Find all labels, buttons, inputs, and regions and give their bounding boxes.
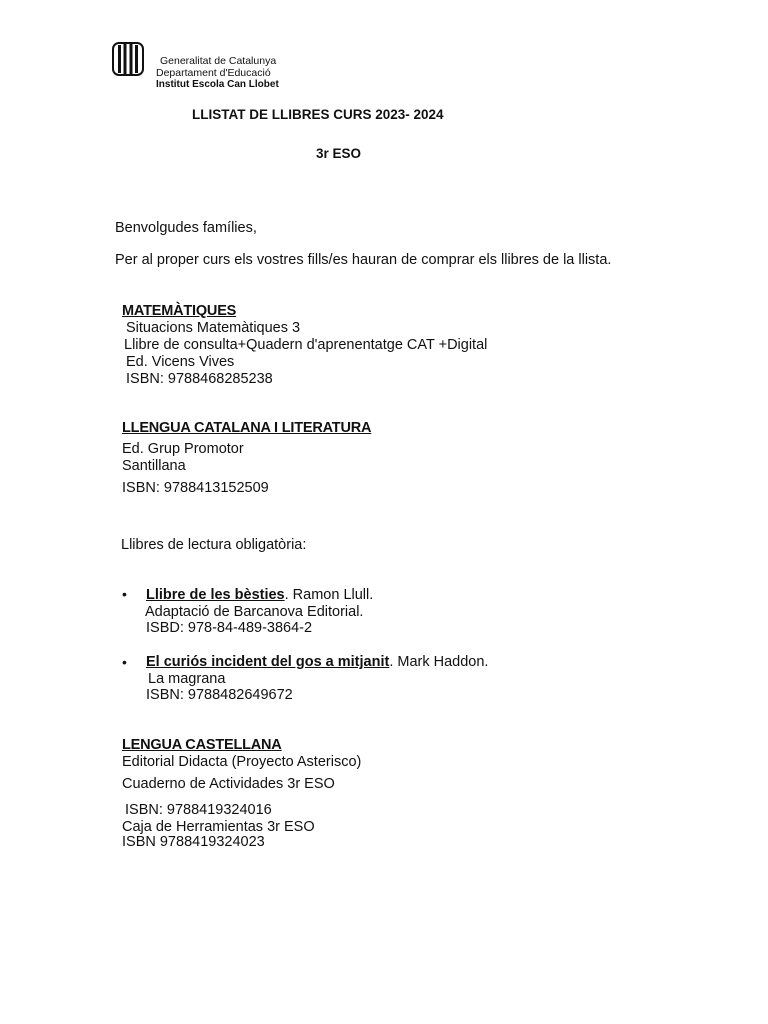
reading-label: Llibres de lectura obligatòria: [121, 537, 307, 553]
book-detail-line: Llibre de consulta+Quadern d'aprenentatge CAT +Digital [124, 337, 488, 353]
publisher-line: Ed. Grup Promotor [122, 441, 244, 457]
section-castellano [122, 737, 361, 851]
isbn-line: ISBN: 9788413152509 [122, 480, 269, 496]
reading-book-publisher: Adaptació de Barcanova Editorial. [145, 603, 364, 620]
generalitat-logo-icon [112, 42, 144, 76]
section-heading: LENGUA CASTELLANA [122, 737, 282, 753]
book-title-line: Situacions Matemàtiques 3 [126, 320, 301, 336]
isbn-line: ISBN: 9788468285238 [126, 371, 273, 387]
bullet-icon: • [122, 654, 127, 670]
isbn-line: ISBN: 9788419324016 [125, 802, 272, 818]
reading-book-author: . Ramon Llull. [284, 587, 374, 603]
org-header [156, 56, 279, 91]
list-item [146, 587, 373, 637]
intro-text: Per al proper curs els vostres fills/es hauran de comprar els llibres de la llista. [115, 252, 612, 268]
section-heading: MATEMÀTIQUES [122, 303, 237, 319]
section-heading: LLENGUA CATALANA I LITERATURA [122, 420, 372, 436]
org-line-departament: Departament d'Educació [156, 66, 271, 79]
course-label: 3r ESO [316, 146, 362, 161]
reading-book-title: Llibre de les bèsties [146, 587, 285, 603]
book-title-line: Cuaderno de Actividades 3r ESO [122, 776, 335, 792]
publisher-line: Ed. Vicens Vives [126, 354, 235, 370]
reading-book-isbn: ISBN: 9788482649672 [146, 687, 293, 703]
reading-book-publisher: La magrana [148, 670, 226, 687]
reading-book-author: . Mark Haddon. [389, 654, 489, 670]
org-line-generalitat: Generalitat de Catalunya [160, 55, 277, 67]
document-title: LLISTAT DE LLIBRES CURS 2023- 2024 [192, 107, 444, 122]
bullet-icon: • [122, 586, 127, 602]
reading-book-isbn: ISBD: 978-84-489-3864-2 [146, 620, 313, 636]
greeting: Benvolgudes famílies, [115, 220, 257, 236]
section-catala [122, 420, 371, 497]
school-name: Institut Escola Can Llobet [156, 79, 279, 90]
reading-book-title: El curiós incident del gos a mitjanit [146, 654, 390, 670]
book-title-line: Caja de Herramientas 3r ESO [122, 819, 315, 835]
publisher-line: Editorial Didacta (Proyecto Asterisco) [122, 754, 362, 770]
section-matematiques [122, 303, 487, 388]
publisher-line: Santillana [122, 458, 186, 474]
isbn-line: ISBN 9788419324023 [122, 834, 265, 850]
list-item [146, 654, 488, 704]
